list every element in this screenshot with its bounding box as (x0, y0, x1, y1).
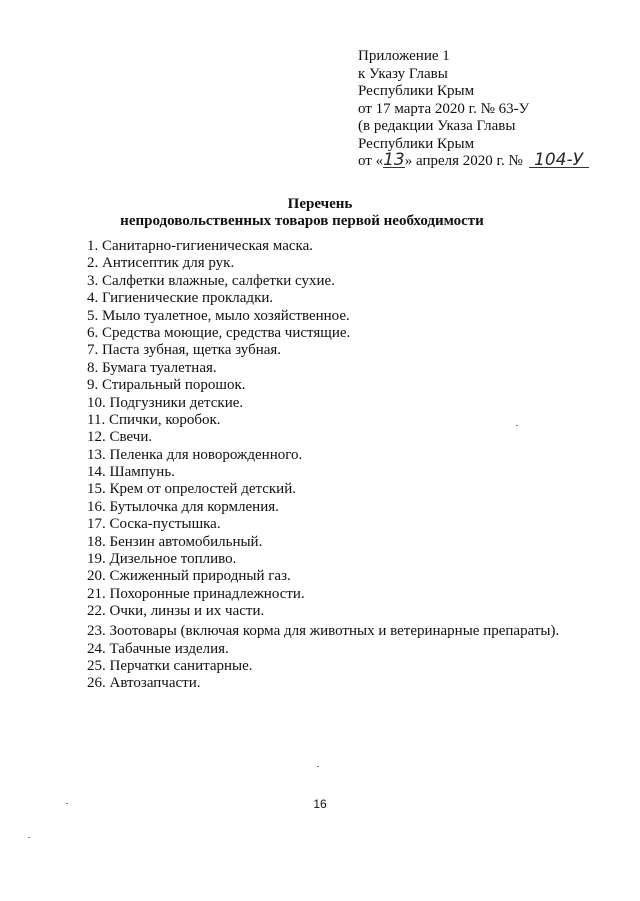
goods-list (87, 238, 559, 693)
date-prefix: от « (358, 153, 384, 169)
list-item: 19. Дизельное топливо. (87, 551, 237, 568)
list-item: 2. Антисептик для рук. (87, 255, 235, 272)
list-item: 12. Свечи. (87, 429, 153, 446)
handwritten-day: 13 (383, 150, 405, 170)
title-line-2: непродовольственных товаров первой необходимости (120, 213, 484, 229)
header-line: от 17 марта 2020 г. № 63-У (358, 100, 530, 117)
list-item: 13. Пеленка для новорожденного. (87, 446, 303, 463)
list-item: 21. Похоронные принадлежности. (87, 585, 305, 602)
scan-speck (28, 837, 30, 838)
list-item: 10. Подгузники детские. (87, 394, 244, 411)
list-item: 7. Паста зубная, щетка зубная. (87, 342, 282, 359)
scan-speck (516, 425, 518, 426)
list-item: 11. Спички, коробок. (87, 411, 221, 428)
list-item: 1. Санитарно-гигиеническая маска. (87, 238, 313, 254)
list-item: 18. Бензин автомобильный. (87, 533, 263, 550)
list-item: 8. Бумага туалетная. (87, 359, 217, 376)
date-middle: » апреля 2020 г. № (404, 153, 523, 169)
list-item: 6. Средства моющие, средства чистящие. (87, 324, 351, 341)
list-item: 9. Стиральный порошок. (87, 377, 246, 394)
list-item: 22. Очки, линзы и их части. (87, 603, 265, 620)
document-title (0, 196, 640, 230)
scan-speck (317, 766, 319, 767)
list-item: 15. Крем от опрелостей детский. (87, 481, 296, 498)
scan-speck (66, 803, 68, 804)
header-line: к Указу Главы (358, 65, 448, 82)
title-line-1: Перечень (287, 196, 353, 212)
handwritten-decree-number: 104-У (529, 153, 589, 168)
header-line: Республики Крым (358, 83, 475, 99)
page-number: 16 (313, 797, 327, 811)
list-item: 3. Салфетки влажные, салфетки сухие. (87, 272, 335, 289)
header-line: (в редакции Указа Главы (358, 118, 516, 134)
list-item: 5. Мыло туалетное, мыло хозяйственное. (87, 307, 350, 324)
header-line: Республики Крым (358, 135, 475, 152)
list-item: 14. Шампунь. (87, 464, 175, 481)
list-item: 24. Табачные изделия. (87, 640, 229, 657)
list-item: 16. Бутылочка для кормления. (87, 498, 279, 515)
header-date-line (358, 150, 589, 171)
list-item: 23. Зоотовары (включая корма для животных и ветеринарные препараты). (87, 622, 560, 639)
header-line: Приложение 1 (358, 48, 450, 64)
list-item: 26. Автозапчасти. (87, 675, 201, 692)
list-item: 4. Гигиенические прокладки. (87, 290, 274, 307)
list-item: 17. Соска-пустышка. (87, 516, 221, 533)
appendix-header (358, 48, 589, 171)
list-item: 25. Перчатки санитарные. (87, 657, 253, 674)
list-item: 20. Сжиженный природный газ. (87, 568, 291, 585)
